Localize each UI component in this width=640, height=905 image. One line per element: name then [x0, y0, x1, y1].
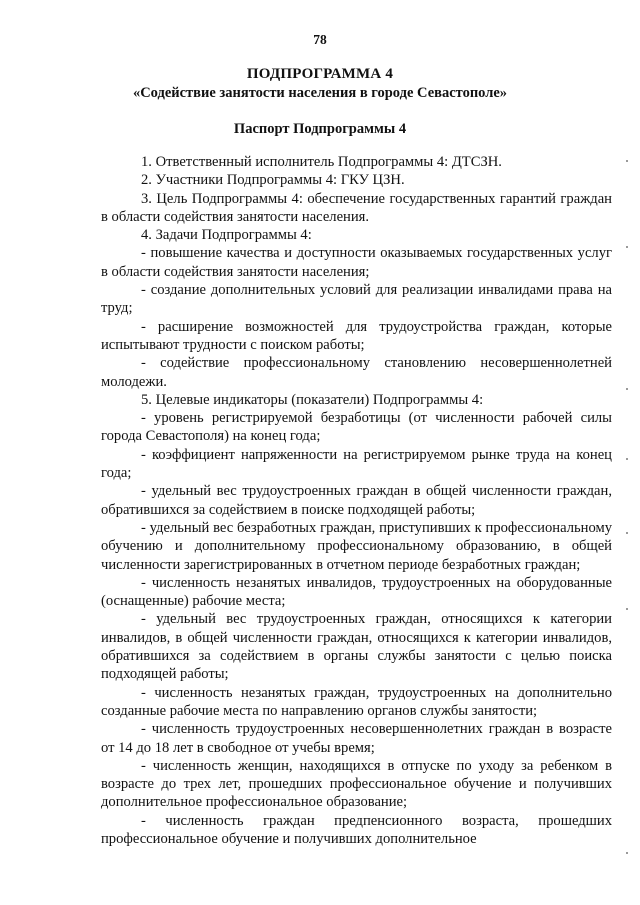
scan-mark [626, 246, 628, 248]
paragraph-tasks-heading: 4. Задачи Подпрограммы 4: [141, 227, 312, 244]
task-item: - повышение качества и доступности оказываемых государственных услуг в области содействия занятости населения; [101, 245, 612, 280]
indicator-item: - численность женщин, находящихся в отпуске по уходу за ребенком в возрасте до трех лет, прошедших профессиональное обучение и получивших дополнительное профессиональное образование; [101, 757, 612, 811]
indicator-item: - удельный вес безработных граждан, приступивших к профессиональному обучению и дополнительному профессиональному образованию, в общей численности зарегистрированных в отчетном периоде безработных граждан; [101, 519, 612, 573]
scan-mark [626, 532, 628, 534]
scan-mark [626, 160, 628, 162]
passport-title: Паспорт Подпрограммы 4 [233, 121, 407, 137]
paragraph-indicators-heading: 5. Целевые индикаторы (показатели) Подпрограммы 4: [141, 391, 484, 408]
subprogram-name: «Содействие занятости населения в городе Севастополе» [132, 85, 508, 101]
scan-mark [626, 852, 628, 854]
indicator-item: - удельный вес трудоустроенных граждан, относящихся к категории инвалидов, в общей численности граждан, относящихся к категории инвалидов, обратившихся за содействием в органы службы занятости с целью поиска подходящей работы; [101, 611, 612, 683]
indicator-item: - уровень регистрируемой безработицы (от численности рабочей силы города Севастополя) на конец года; [101, 410, 612, 445]
indicator-item: - удельный вес трудоустроенных граждан в общей численности граждан, обратившихся за содействием в поиске подходящей работы; [101, 483, 612, 518]
indicator-item: - численность незанятых граждан, трудоустроенных на дополнительно созданные рабочие места по направлению органов службы занятости; [101, 684, 612, 719]
paragraph-goal: 3. Цель Подпрограммы 4: обеспечение государственных гарантий граждан в области содействия занятости населения. [101, 190, 612, 225]
page-number: 78 [313, 32, 327, 47]
scan-mark [626, 388, 628, 390]
scan-mark [626, 458, 628, 460]
paragraph-responsible-executor: 1. Ответственный исполнитель Подпрограммы 4: ДТСЗН. [141, 154, 502, 170]
scan-mark [626, 608, 628, 610]
subprogram-heading: ПОДПРОГРАММА 4 [246, 66, 394, 82]
indicator-item: - численность незанятых инвалидов, трудоустроенных на оборудованные (оснащенные) рабочие места; [101, 574, 612, 610]
indicator-item: - численность трудоустроенных несовершеннолетних граждан в возрасте от 14 до 18 лет в свободное от учебы время; [101, 721, 612, 756]
task-item: - создание дополнительных условий для реализации инвалидами права на труд; [101, 282, 612, 317]
passport-body [101, 153, 612, 848]
indicator-item: - численность граждан предпенсионного возраста, прошедших профессиональное обучение и получивших дополнительное [101, 812, 612, 847]
task-item: - содействие профессиональному становлению несовершеннолетней молодежи. [101, 355, 612, 390]
paragraph-participants: 2. Участники Подпрограммы 4: ГКУ ЦЗН. [141, 172, 405, 189]
task-item: - расширение возможностей для трудоустройства граждан, которые испытывают трудности с поиском работы; [101, 318, 612, 353]
indicator-item: - коэффициент напряженности на регистрируемом рынке труда на конец года; [101, 446, 612, 482]
